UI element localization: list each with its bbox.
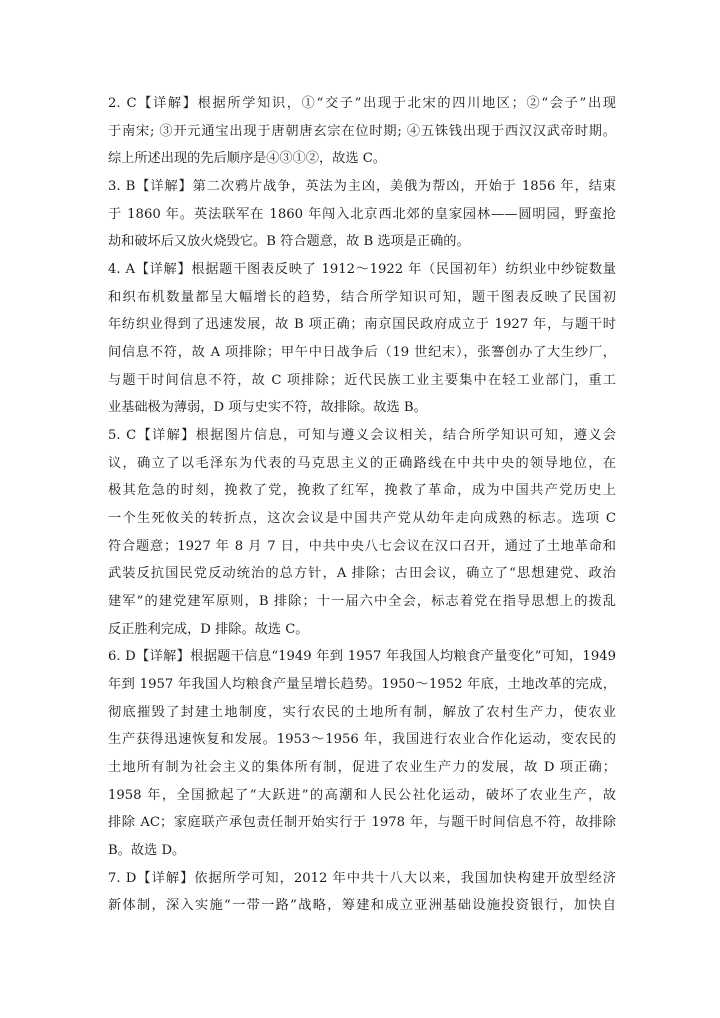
text-line: 年纺织业得到了迅速发展，故 B 项正确；南京国民政府成立于 1927 年，与题干时 [108,317,616,332]
text-line: 7. D【详解】依据所学可知，2012 年中共十八大以来，我国加快构建开放型经济 [108,871,616,886]
text-line: 5. C【详解】根据图片信息，可知与遵义会议相关，结合所学知识可知，遵义会 [108,428,616,443]
text-line: 建军”的建党建军原则，B 排除；十一届六中全会，标志着党在指导思想上的拨乱 [108,594,616,609]
text-line: 6. D【详解】根据题干信息“1949 年到 1957 年我国人均粮食产量变化”可知，1949 [108,649,616,664]
text-line: 彻底摧毁了封建土地制度，实行农民的土地所有制，解放了农村生产力，使农业 [108,705,616,720]
text-line: 年到 1957 年我国人均粮食产量呈增长趋势。1950～1952 年底，土地改革的完成， [108,677,616,692]
text-line: 反正胜利完成，D 排除。故选 C。 [108,622,309,637]
text-line: 间信息不符，故 A 项排除；甲午中日战争后（19 世纪末），张謇创办了大生纱厂， [108,345,616,360]
text-line: 生产获得迅速恢复和发展。1953～1956 年，我国进行农业合作化运动，变农民的 [108,732,616,747]
text-line: 排除 AC；家庭联产承包责任制开始实行于 1978 年，与题干时间信息不符，故排除 [108,815,616,830]
text-line: 业基础极为薄弱，D 项与史实不符，故排除。故选 B。 [108,400,427,415]
text-line: 于南宋; ③开元通宝出现于唐朝唐玄宗在位时期; ④五铢钱出现于西汉汉武帝时期。 [108,124,616,139]
text-line: 与题干时间信息不符，故 C 项排除；近代民族工业主要集中在轻工业部门，重工 [108,373,616,388]
text-line: 极其危急的时刻，挽救了党，挽救了红军，挽救了革命，成为中国共产党历史上 [108,483,616,498]
text-line: 新体制，深入实施“一带一路”战略，筹建和成立亚洲基础设施投资银行，加快自 [108,898,616,913]
text-line: 4. A【详解】根据题干图表反映了 1912～1922 年（民国初年）纺织业中纱锭数量 [108,262,616,277]
text-line: 和织布机数量都呈大幅增长的趋势，结合所学知识可知，题干图表反映了民国初 [108,290,616,305]
text-line: 符合题意；1927 年 8 月 7 日，中共中央八七会议在汉口召开，通过了土地革命和 [108,539,616,554]
text-line: 土地所有制为社会主义的集体所有制，促进了农业生产力的发展，故 D 项正确； [108,760,616,775]
text-line: 一个生死攸关的转折点，这次会议是中国共产党从幼年走向成熟的标志。选项 C [108,511,616,526]
text-line: 2. C【详解】根据所学知识，①“交子”出现于北宋的四川地区；②“会子”出现 [108,96,616,111]
text-line: 3. B【详解】第二次鸦片战争，英法为主凶，美俄为帮凶，开始于 1856 年，结束 [108,179,616,194]
text-line: 武装反抗国民党反动统治的总方针，A 排除；古田会议，确立了“思想建党、政治 [108,566,616,581]
text-line: 综上所述出现的先后顺序是④③①②，故选 C。 [108,151,387,166]
text-line: 议，确立了以毛泽东为代表的马克思主义的正确路线在中共中央的领导地位，在 [108,456,616,471]
text-line: B。故选 D。 [108,843,186,858]
text-line: 1958 年，全国掀起了“大跃进”的高潮和人民公社化运动，破坏了农业生产，故 [108,788,616,803]
text-line: 劫和破坏后又放火烧毁它。B 符合题意，故 B 选项是正确的。 [108,234,470,249]
text-line: 于 1860 年。英法联军在 1860 年闯入北京西北郊的皇家园林——圆明园，野蛮抢 [108,207,616,222]
